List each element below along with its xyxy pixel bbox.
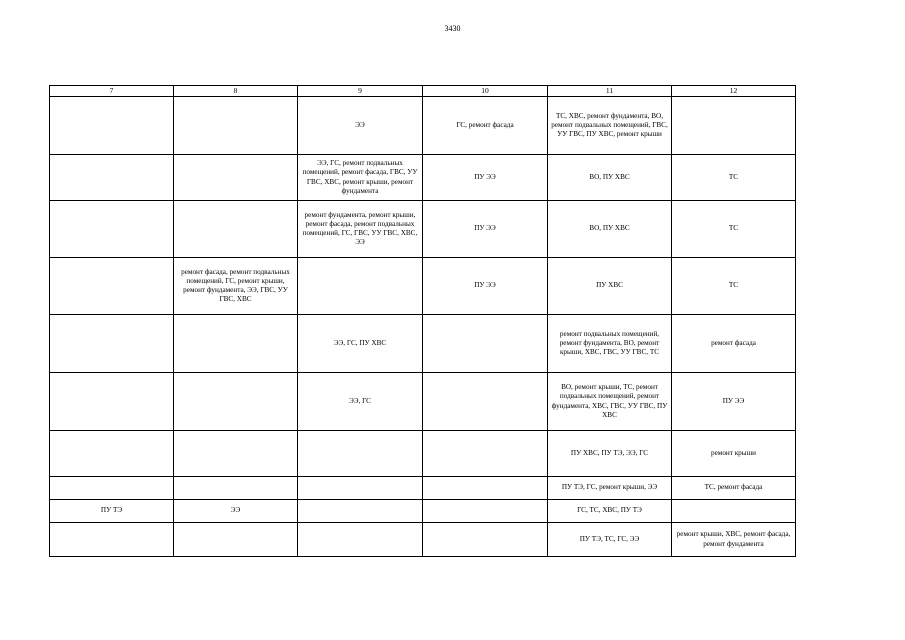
table-cell: ВО, ПУ ХВС <box>548 201 672 258</box>
table-cell: ГС, ТС, ХВС, ПУ ТЭ <box>548 500 672 523</box>
table-cell <box>423 500 548 523</box>
table-cell <box>50 155 174 201</box>
table-cell <box>174 477 298 500</box>
table-row <box>50 201 796 258</box>
table-row <box>50 500 796 523</box>
table-cell <box>423 315 548 373</box>
table-cell: ПУ ТЭ, ТС, ГС, ЭЭ <box>548 523 672 557</box>
table-cell: ПУ ЭЭ <box>423 201 548 258</box>
table-cell: ремонт крыши, ХВС, ремонт фасада, ремонт фундамента <box>672 523 796 557</box>
table-cell: ремонт фасада, ремонт подвальных помещений, ГС, ремонт крыши, ремонт фундамента, ЭЭ, ГВС, УУ ГВС, ХВС <box>174 258 298 315</box>
table-cell <box>672 500 796 523</box>
table-cell <box>174 201 298 258</box>
table-cell: ПУ ХВС, ПУ ТЭ, ЭЭ, ГС <box>548 431 672 477</box>
table-cell <box>298 431 423 477</box>
table-cell <box>174 373 298 431</box>
table-cell: ЭЭ, ГС <box>298 373 423 431</box>
data-table <box>49 85 796 557</box>
table-cell <box>298 258 423 315</box>
table-cell: ЭЭ <box>174 500 298 523</box>
table-cell <box>50 523 174 557</box>
table-cell: ремонт подвальных помещений, ремонт фундамента, ВО, ремонт крыши, ХВС, ГВС, УУ ГВС, ТС <box>548 315 672 373</box>
table-cell: ТС <box>672 201 796 258</box>
column-header: 7 <box>50 86 174 97</box>
table-row <box>50 373 796 431</box>
table-cell <box>174 315 298 373</box>
table-row <box>50 431 796 477</box>
table-cell <box>174 155 298 201</box>
table-cell: ВО, ПУ ХВС <box>548 155 672 201</box>
column-header: 12 <box>672 86 796 97</box>
table-cell: ПУ ТЭ <box>50 500 174 523</box>
table-cell: ТС <box>672 155 796 201</box>
table-cell: ТС, ХВС, ремонт фундамента, ВО, ремонт подвальных помещений, ГВС, УУ ГВС, ПУ ХВС, ремонт крыши <box>548 97 672 155</box>
table-cell <box>298 500 423 523</box>
table-cell: ПУ ЭЭ <box>672 373 796 431</box>
table-row <box>50 258 796 315</box>
table-cell <box>174 523 298 557</box>
table-cell: ТС, ремонт фасада <box>672 477 796 500</box>
column-header: 8 <box>174 86 298 97</box>
table-cell: ПУ ТЭ, ГС, ремонт крыши, ЭЭ <box>548 477 672 500</box>
table-cell <box>50 477 174 500</box>
table-cell <box>423 373 548 431</box>
table-cell: ГС, ремонт фасада <box>423 97 548 155</box>
table-cell: ТС <box>672 258 796 315</box>
table-cell <box>50 97 174 155</box>
page-number: 3430 <box>444 24 461 33</box>
header-row <box>50 86 796 97</box>
table-row <box>50 315 796 373</box>
table-cell: ЭЭ, ГС, ПУ ХВС <box>298 315 423 373</box>
table-cell <box>50 315 174 373</box>
table-cell <box>50 201 174 258</box>
table-row <box>50 155 796 201</box>
table-cell <box>174 431 298 477</box>
table-row <box>50 97 796 155</box>
column-header: 11 <box>548 86 672 97</box>
column-header: 9 <box>298 86 423 97</box>
table-cell <box>298 523 423 557</box>
table-cell <box>50 258 174 315</box>
table-cell: ЭЭ <box>298 97 423 155</box>
table-cell <box>672 97 796 155</box>
table-cell: ремонт крыши <box>672 431 796 477</box>
table-row <box>50 523 796 557</box>
column-header: 10 <box>423 86 548 97</box>
table-cell: ПУ ХВС <box>548 258 672 315</box>
table-cell <box>423 431 548 477</box>
table-cell: ЭЭ, ГС, ремонт подвальных помещений, ремонт фасада, ГВС, УУ ГВС, ХВС, ремонт крыши, ремонт фундамента <box>298 155 423 201</box>
table-cell: ПУ ЭЭ <box>423 155 548 201</box>
table-cell <box>298 477 423 500</box>
table-cell: ремонт фундамента, ремонт крыши, ремонт фасада, ремонт подвальных помещений, ГС, ГВС, УУ ГВС, ХВС, ЭЭ <box>298 201 423 258</box>
table-cell <box>50 431 174 477</box>
table-cell: ПУ ЭЭ <box>423 258 548 315</box>
table-cell <box>50 373 174 431</box>
table-cell: ВО, ремонт крыши, ТС, ремонт подвальных помещений, ремонт фундамента, ХВС, ГВС, УУ ГВС, ПУ ХВС <box>548 373 672 431</box>
table-cell <box>423 523 548 557</box>
table-cell: ремонт фасада <box>672 315 796 373</box>
table-row <box>50 477 796 500</box>
table-cell <box>423 477 548 500</box>
table-cell <box>174 97 298 155</box>
